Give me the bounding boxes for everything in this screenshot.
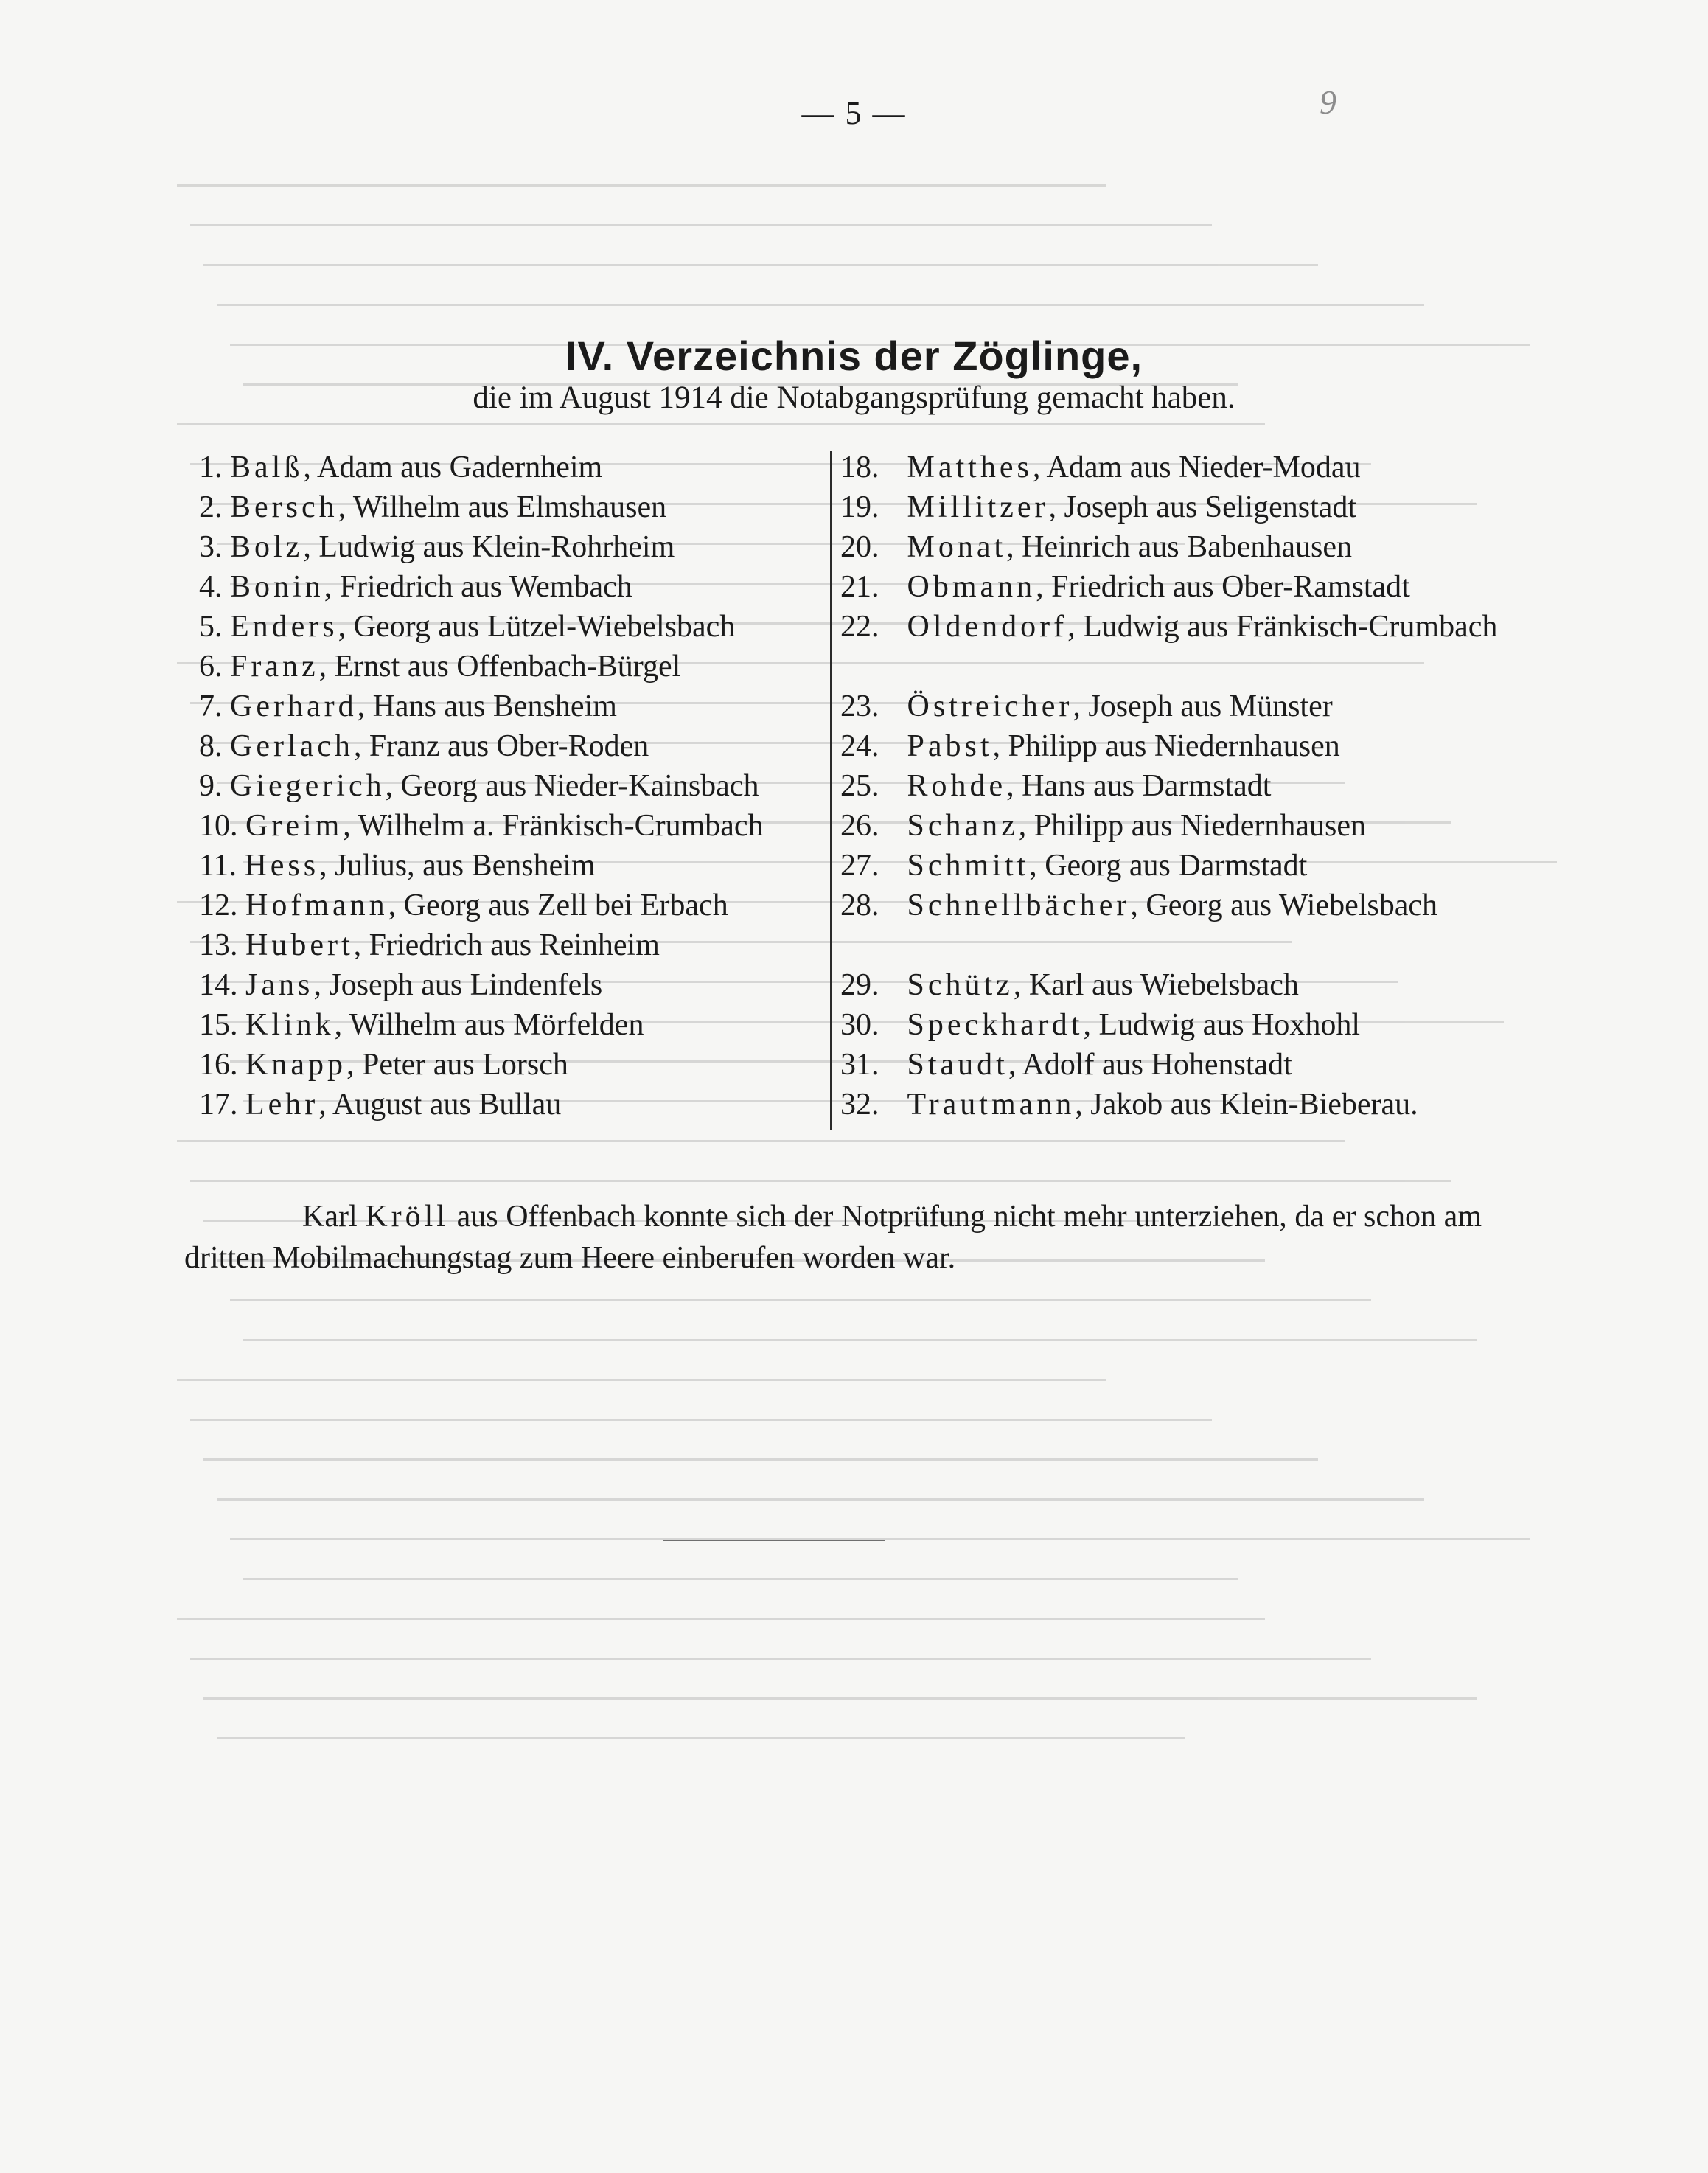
entry-details: , Georg aus Lützel-Wiebelsbach	[338, 610, 736, 644]
entry-number: 8.	[199, 729, 223, 763]
bleed-line	[177, 1140, 1345, 1142]
entry-text	[907, 689, 1333, 723]
entry-details: , Jakob aus Klein-Bieberau.	[1075, 1088, 1418, 1122]
page-number: — 5 —	[801, 95, 907, 131]
entry-details: , Hans aus Bensheim	[357, 689, 617, 723]
note-text: aus Offenbach konnte sich der Notprüfung nicht mehr unterziehen, da er schon am dritten Mobilmachungstag zum Heere einberufen worden war.	[184, 1200, 1482, 1275]
entry-details: , Joseph aus Seligenstadt	[1048, 490, 1357, 524]
entry-details: , Hans aus Darmstadt	[1006, 769, 1272, 803]
student-entry	[840, 607, 1498, 686]
entry-surname: Bolz	[230, 530, 304, 564]
student-entry	[199, 766, 833, 806]
entry-surname: Östreicher	[907, 689, 1073, 723]
entry-text	[245, 968, 602, 1002]
entry-number: 31.	[840, 1048, 879, 1082]
entry-surname: Hess	[244, 849, 320, 883]
entry-details: , Georg aus Wiebelsbach	[1130, 889, 1438, 922]
student-entry	[840, 1045, 1489, 1085]
entry-text	[907, 968, 1299, 1002]
entry-surname: Staudt	[907, 1048, 1008, 1082]
entry-surname: Bonin	[230, 570, 324, 604]
entry-surname: Monat	[907, 530, 1007, 564]
student-entry	[840, 806, 1489, 846]
entry-number: 2.	[199, 490, 223, 524]
entry-details: , Ludwig aus Hoxhohl	[1083, 1008, 1361, 1042]
student-entry	[840, 448, 1489, 487]
entry-number: 13.	[199, 928, 238, 962]
entry-number: 3.	[199, 530, 223, 564]
entry-text	[907, 1048, 1292, 1082]
student-entry	[199, 1005, 833, 1045]
student-entry	[840, 726, 1489, 766]
entry-details: , Peter aus Lorsch	[346, 1048, 568, 1082]
entry-details: , Adam aus Nieder-Modau	[1032, 451, 1361, 484]
student-entry	[199, 925, 833, 965]
entry-surname: Knapp	[245, 1048, 346, 1082]
entry-number: 1.	[199, 451, 223, 484]
entry-details: , Ernst aus Offenbach-Bürgel	[318, 650, 681, 684]
entry-surname: Enders	[230, 610, 338, 644]
student-entry	[840, 965, 1489, 1005]
entry-number: 10.	[199, 809, 238, 843]
entry-number: 15.	[199, 1008, 238, 1042]
entry-text	[244, 849, 595, 883]
entry-details: , Joseph aus Lindenfels	[313, 968, 603, 1002]
bleed-line	[203, 1458, 1318, 1461]
bleed-through-rule	[663, 1540, 885, 1541]
student-entry	[840, 1085, 1489, 1124]
student-list-right	[840, 448, 1498, 1124]
entry-text	[907, 729, 1340, 763]
entry-number: 28.	[840, 889, 879, 922]
entry-surname: Schütz	[907, 968, 1014, 1002]
student-entry	[840, 1005, 1489, 1045]
entry-surname: Hofmann	[245, 889, 388, 922]
student-entry	[199, 965, 833, 1005]
entry-details: , Wilhelm aus Elmshausen	[338, 490, 667, 524]
entry-surname: Schmitt	[907, 849, 1030, 883]
entry-number: 23.	[840, 689, 879, 723]
entry-number: 29.	[840, 968, 879, 1002]
entry-details: , Adolf aus Hohenstadt	[1008, 1048, 1292, 1082]
student-entry	[840, 886, 1489, 965]
bleed-line	[230, 1299, 1371, 1301]
entry-number: 19.	[840, 490, 879, 524]
bleed-line	[203, 264, 1318, 266]
entry-number: 20.	[840, 530, 879, 564]
entry-text	[230, 570, 632, 604]
entry-details: , Ludwig aus Klein-Rohrheim	[303, 530, 675, 564]
entry-details: , Karl aus Wiebelsbach	[1013, 968, 1299, 1002]
entry-text	[245, 1088, 561, 1122]
entry-number: 18.	[840, 451, 879, 484]
entry-surname: Giegerich	[230, 769, 386, 803]
entry-details: , Georg aus Darmstadt	[1029, 849, 1308, 883]
student-entry	[199, 886, 833, 925]
bleed-line	[190, 1658, 1371, 1660]
entry-surname: Millitzer	[907, 490, 1049, 524]
entry-details: , Ludwig aus Fränkisch-Crumbach	[1067, 610, 1498, 644]
entry-details: , Friedrich aus Ober-Ramstadt	[1036, 570, 1410, 604]
entry-number: 16.	[199, 1048, 238, 1082]
entry-surname: Balß	[230, 451, 304, 484]
section-subtitle: die im August 1914 die Notabgangsprüfung gemacht haben.	[473, 380, 1235, 415]
entry-details: , Wilhelm a. Fränkisch-Crumbach	[343, 809, 764, 843]
entry-number: 26.	[840, 809, 879, 843]
entry-number: 27.	[840, 849, 879, 883]
entry-details: , Friedrich aus Wembach	[324, 570, 632, 604]
entry-details: , Heinrich aus Babenhausen	[1006, 530, 1353, 564]
entry-text	[230, 530, 675, 564]
entry-surname: Hubert	[245, 928, 354, 962]
footnote-paragraph	[184, 1196, 1482, 1279]
entry-text	[245, 889, 728, 922]
entry-text	[907, 570, 1410, 604]
student-entry	[199, 487, 833, 527]
entry-surname: Greim	[245, 809, 344, 843]
entry-text	[907, 607, 1519, 647]
entry-text	[230, 610, 735, 644]
entry-details: , Philipp aus Niedernhausen	[1018, 809, 1367, 843]
student-entry	[199, 726, 833, 766]
entry-text	[245, 809, 764, 843]
entry-text	[907, 490, 1357, 524]
entry-surname: Trautmann	[907, 1088, 1076, 1122]
entry-text	[245, 1008, 644, 1042]
entry-surname: Bersch	[230, 490, 338, 524]
column-divider	[830, 451, 832, 1130]
entry-text	[907, 769, 1272, 803]
entry-number: 24.	[840, 729, 879, 763]
handwritten-page-mark: 9	[1320, 83, 1336, 121]
entry-surname: Jans	[245, 968, 314, 1002]
entry-surname: Lehr	[245, 1088, 319, 1122]
entry-number: 7.	[199, 689, 223, 723]
entry-surname: Matthes	[907, 451, 1033, 484]
student-entry	[199, 1045, 833, 1085]
entry-details: , Franz aus Ober-Roden	[353, 729, 649, 763]
bleed-line	[190, 1180, 1451, 1182]
student-entry	[199, 607, 833, 647]
entry-text	[245, 1048, 568, 1082]
entry-number: 9.	[199, 769, 223, 803]
entry-details: , Joseph aus Münster	[1073, 689, 1333, 723]
entry-number: 30.	[840, 1008, 879, 1042]
entry-text	[907, 1008, 1361, 1042]
bleed-line	[177, 1379, 1106, 1381]
entry-details: , Georg aus Nieder-Kainsbach	[385, 769, 759, 803]
entry-surname: Schnellbächer	[907, 889, 1131, 922]
entry-number: 11.	[199, 849, 237, 883]
entry-text	[907, 886, 1519, 925]
section-title: IV. Verzeichnis der Zöglinge,	[565, 333, 1143, 379]
entry-text	[230, 650, 680, 684]
entry-number: 21.	[840, 570, 879, 604]
entry-text	[907, 530, 1353, 564]
bleed-line	[217, 304, 1424, 306]
entry-text	[907, 809, 1367, 843]
entry-details: , August aus Bullau	[318, 1088, 562, 1122]
student-list-left	[199, 448, 833, 1124]
entry-details: , Wilhelm aus Mörfelden	[334, 1008, 644, 1042]
bleed-line	[243, 1578, 1238, 1580]
entry-surname: Gerlach	[230, 729, 354, 763]
entry-surname: Speckhardt	[907, 1008, 1084, 1042]
entry-text	[907, 451, 1361, 484]
student-entry	[199, 1085, 833, 1124]
entry-number: 12.	[199, 889, 238, 922]
entry-text	[230, 689, 617, 723]
entry-number: 14.	[199, 968, 238, 1002]
entry-text	[230, 451, 602, 484]
student-entry	[199, 448, 833, 487]
student-entry	[840, 686, 1489, 726]
entry-surname: Obmann	[907, 570, 1036, 604]
entry-surname: Schanz	[907, 809, 1019, 843]
entry-text	[230, 729, 649, 763]
student-entry	[840, 527, 1489, 567]
student-entry	[840, 766, 1489, 806]
student-entry	[199, 567, 833, 607]
bleed-line	[177, 184, 1106, 187]
entry-details: , Friedrich aus Reinheim	[353, 928, 660, 962]
bleed-line	[190, 1419, 1212, 1421]
entry-surname: Franz	[230, 650, 319, 684]
student-entry	[840, 567, 1489, 607]
entry-number: 17.	[199, 1088, 238, 1122]
entry-number: 22.	[840, 610, 879, 644]
entry-text	[245, 928, 660, 962]
entry-number: 25.	[840, 769, 879, 803]
bleed-line	[203, 1697, 1477, 1700]
entry-number: 6.	[199, 650, 223, 684]
bleed-line	[217, 1737, 1185, 1739]
student-entry	[840, 846, 1489, 886]
entry-details: , Georg aus Zell bei Erbach	[388, 889, 728, 922]
note-lead: Karl	[302, 1200, 366, 1234]
entry-details: , Philipp aus Niedernhausen	[992, 729, 1340, 763]
student-entry	[199, 806, 833, 846]
entry-number: 4.	[199, 570, 223, 604]
entry-number: 5.	[199, 610, 223, 644]
entry-details: , Adam aus Gadernheim	[303, 451, 603, 484]
entry-surname: Gerhard	[230, 689, 358, 723]
student-entry	[840, 487, 1489, 527]
bleed-line	[217, 1498, 1424, 1501]
entry-text	[907, 1088, 1418, 1122]
entry-surname: Pabst	[907, 729, 993, 763]
entry-details: , Julius, aus Bensheim	[319, 849, 596, 883]
student-entry	[199, 647, 833, 686]
entry-number: 32.	[840, 1088, 879, 1122]
student-entry	[199, 846, 833, 886]
bleed-line	[190, 224, 1212, 226]
note-name: Kröll	[365, 1200, 449, 1234]
bleed-line	[177, 1618, 1265, 1620]
student-entry	[199, 686, 833, 726]
entry-surname: Rohde	[907, 769, 1007, 803]
entry-text	[230, 769, 759, 803]
entry-text	[907, 849, 1308, 883]
bleed-line	[177, 423, 1265, 425]
entry-surname: Klink	[245, 1008, 335, 1042]
bleed-line	[243, 1339, 1477, 1341]
student-entry	[199, 527, 833, 567]
entry-text	[230, 490, 666, 524]
entry-surname: Oldendorf	[907, 610, 1068, 644]
